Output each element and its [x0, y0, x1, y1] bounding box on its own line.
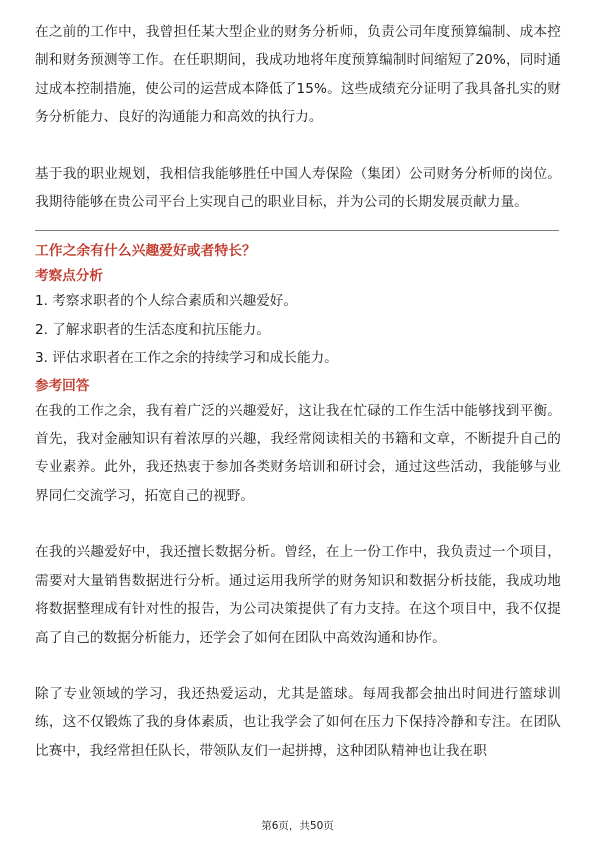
analysis-item: 2. 了解求职者的生活态度和抗压能力。 — [35, 321, 270, 338]
analysis-list — [35, 287, 561, 372]
answer-paragraph-1: 在我的工作之余，我有着广泛的兴趣爱好，这让我在忙碌的工作生活中能够找到平衡。首先，我对金融知识有着浓厚的兴趣，我经常阅读相关的书籍和文章，不断提升自己的专业素养。此外，我还热衷于参加各类财务培训和研讨会，通过这些活动，我能够与业界同仁交流学习，拓宽自己的视野。 — [35, 402, 561, 504]
answer-paragraph-2: 在我的兴趣爱好中，我还擅长数据分析。曾经，在上一份工作中，我负责过一个项目，需要对大量销售数据进行分析。通过运用我所学的财务知识和数据分析技能，我成功地将数据整理成有针对性的报告，为公司决策提供了有力支持。在这个项目中，我不仅提高了自己的数据分析能力，还学会了如何在团队中高效沟通和协作。 — [35, 544, 561, 646]
paragraph-gap — [35, 510, 561, 538]
answer-paragraph-3: 除了专业领域的学习，我还热爱运动，尤其是篮球。每周我都会抽出时间进行篮球训练，这不仅锻炼了我的身体素质，也让我学会了如何在压力下保持冷静和专注。在团队比赛中，我经常担任队长，带领队友们一起拼搏，这种团队精神也让我在职 — [35, 685, 561, 759]
document-page — [35, 18, 561, 765]
analysis-heading: 考察点分析 — [35, 268, 103, 285]
answer-heading: 参考回答 — [35, 377, 90, 394]
section-divider — [35, 230, 559, 231]
analysis-item: 3. 评估求职者在工作之余的持续学习和成长能力。 — [35, 350, 338, 367]
question-heading: 工作之余有什么兴趣爱好或者特长？ — [35, 243, 256, 260]
intro-paragraph-1: 在之前的工作中，我曾担任某大型企业的财务分析师，负责公司年度预算编制、成本控制和财务预测等工作。在任职期间，我成功地将年度预算编制时间缩短了20%，同时通过成本控制措施，使公司的运营成本降低了15%。这些成绩充分证明了我具备扎实的财务分析能力、良好的沟通能力和高效的执行力。 — [35, 24, 561, 126]
paragraph-gap — [35, 132, 561, 160]
intro-paragraph-2: 基于我的职业规划，我相信我能够胜任中国人寿保险（集团）公司财务分析师的岗位。我期待能够在贵公司平台上实现自己的职业目标，并为公司的长期发展贡献力量。 — [35, 165, 561, 211]
page-number: 第6页，共50页 — [261, 820, 334, 832]
paragraph-gap — [35, 652, 561, 680]
analysis-item: 1. 考察求职者的个人综合素质和兴趣爱好。 — [35, 293, 297, 310]
